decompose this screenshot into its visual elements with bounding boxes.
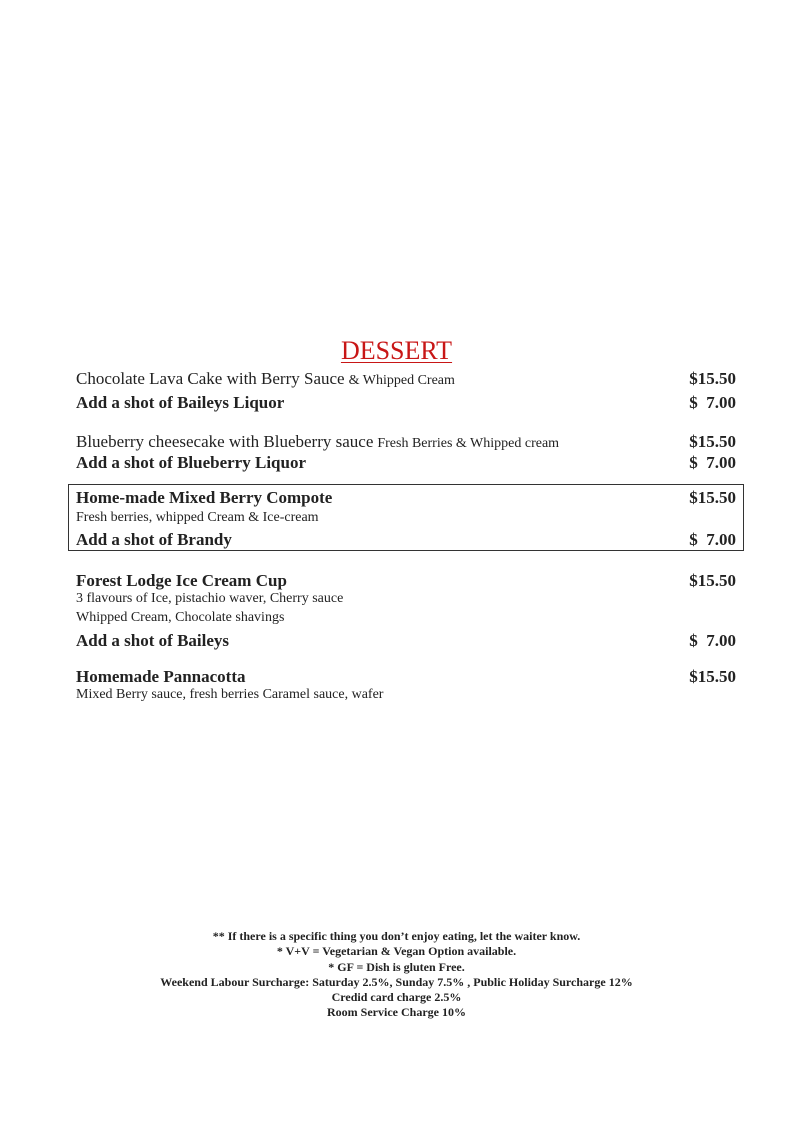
footer-note: Weekend Labour Surcharge: Saturday 2.5%, Sunday 7.5% , Public Holiday Surcharge 12% xyxy=(160,974,633,989)
addon-row xyxy=(76,393,736,413)
item-description: Whipped Cream, Chocolate shavings xyxy=(76,610,285,625)
menu-item-ice-cream-cup xyxy=(76,571,736,591)
item-price: $15.50 xyxy=(689,571,736,590)
item-price: $15.50 xyxy=(689,432,736,451)
footer-notes xyxy=(0,929,793,1021)
addon-name: Add a shot of Brandy xyxy=(76,530,232,549)
item-name: Blueberry cheesecake with Blueberry sauce xyxy=(76,432,374,451)
addon-price: $ 7.00 xyxy=(689,631,736,650)
item-price: $15.50 xyxy=(689,667,736,686)
item-name: Home-made Mixed Berry Compote xyxy=(76,488,333,507)
item-description: Mixed Berry sauce, fresh berries Caramel sauce, wafer xyxy=(76,687,384,702)
addon-price: $ 7.00 xyxy=(689,530,736,549)
menu-item-chocolate-lava-cake xyxy=(76,369,736,389)
item-name: Chocolate Lava Cake with Berry Sauce xyxy=(76,369,345,388)
addon-price: $ 7.00 xyxy=(689,453,736,472)
footer-note: ** If there is a specific thing you don’t enjoy eating, let the waiter know. xyxy=(212,929,581,943)
footer-note: Room Service Charge 10% xyxy=(327,1005,466,1020)
addon-name: Add a shot of Baileys xyxy=(76,631,230,650)
item-name: Homemade Pannacotta xyxy=(76,667,246,686)
item-description: 3 flavours of Ice, pistachio waver, Cherry sauce xyxy=(76,591,344,606)
item-price: $15.50 xyxy=(689,369,736,388)
item-name-suffix: Fresh Berries & Whipped cream xyxy=(377,436,560,451)
addon-row xyxy=(76,530,736,550)
addon-price: $ 7.00 xyxy=(689,393,736,412)
item-description: Fresh berries, whipped Cream & Ice-cream xyxy=(76,510,319,525)
menu-item-blueberry-cheesecake xyxy=(76,432,736,452)
addon-name: Add a shot of Blueberry Liquor xyxy=(76,453,306,472)
item-price: $15.50 xyxy=(689,488,736,507)
footer-note: * GF = Dish is gluten Free. xyxy=(328,959,465,974)
item-name-suffix: & Whipped Cream xyxy=(348,373,455,388)
menu-title: DESSERT xyxy=(340,336,453,365)
addon-name: Add a shot of Baileys Liquor xyxy=(76,393,285,412)
item-name: Forest Lodge Ice Cream Cup xyxy=(76,571,287,590)
addon-row xyxy=(76,631,736,651)
footer-note: * V+V = Vegetarian & Vegan Option available. xyxy=(276,944,517,959)
menu-item-mixed-berry-compote xyxy=(76,488,736,508)
footer-note: Credid card charge 2.5% xyxy=(331,990,462,1005)
addon-row xyxy=(76,453,736,473)
menu-item-pannacotta xyxy=(76,667,736,687)
